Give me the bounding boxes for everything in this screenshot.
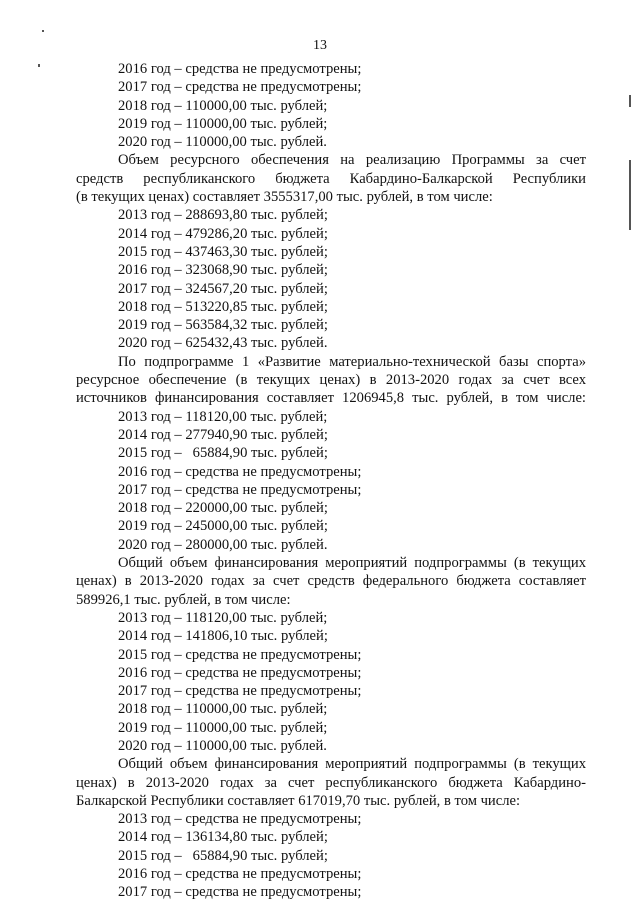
text-line: 2019 год – 110000,00 тыс. рублей; xyxy=(118,719,328,736)
text-line: 2014 год – 479286,20 тыс. рублей; xyxy=(118,225,328,242)
text-line: 2015 год – 437463,30 тыс. рублей; xyxy=(118,243,328,260)
scan-speck xyxy=(42,30,44,32)
text-line: 2020 год – 110000,00 тыс. рублей. xyxy=(118,134,327,151)
text-line: 2014 год – 141806,10 тыс. рублей; xyxy=(118,628,328,645)
text-line: 2014 год – 277940,90 тыс. рублей; xyxy=(118,426,328,443)
text-line: 2017 год – средства не предусмотрены; xyxy=(118,481,362,498)
text-line: 2016 год – средства не предусмотрены; xyxy=(118,866,362,883)
document-body xyxy=(76,60,586,902)
paragraph-line: средств республиканского бюджета Кабардино-Балкарской Республики xyxy=(76,170,586,187)
paragraph-first-line: Общий объем финансирования мероприятий подпрограммы (в текущих xyxy=(118,555,586,572)
paragraph-line: ресурсное обеспечение (в текущих ценах) в 2013-2020 годах за счет всех xyxy=(76,372,586,389)
text-line: 2013 год – 288693,80 тыс. рублей; xyxy=(118,207,328,224)
text-line: 2018 год – 220000,00 тыс. рублей; xyxy=(118,500,328,517)
text-line: 2017 год – средства не предусмотрены; xyxy=(118,79,362,96)
text-line: 2013 год – 118120,00 тыс. рублей; xyxy=(118,609,328,626)
text-line: 2019 год – 110000,00 тыс. рублей; xyxy=(118,115,328,132)
paragraph-line: ценах) в 2013-2020 годах за счет республиканского бюджета Кабардино- xyxy=(76,774,586,791)
text-line: 2018 год – 110000,00 тыс. рублей; xyxy=(118,701,328,718)
text-line: 2018 год – 513220,85 тыс. рублей; xyxy=(118,298,328,315)
text-line: 2020 год – 280000,00 тыс. рублей. xyxy=(118,536,328,553)
text-line: 2018 год – 110000,00 тыс. рублей; xyxy=(118,97,328,114)
text-line: 2013 год – 118120,00 тыс. рублей; xyxy=(118,408,328,425)
paragraph-line: Балкарской Республики составляет 617019,70 тыс. рублей, в том числе: xyxy=(76,792,521,809)
text-line: 2019 год – 245000,00 тыс. рублей; xyxy=(118,518,328,535)
scan-edge-mark xyxy=(629,160,631,230)
text-line: 2016 год – средства не предусмотрены; xyxy=(118,61,362,77)
paragraph-first-line: Объем ресурсного обеспечения на реализацию Программы за счет xyxy=(118,152,586,169)
paragraph-line: источников финансирования составляет 1206945,8 тыс. рублей, в том числе: xyxy=(76,390,586,407)
text-line: 2015 год – средства не предусмотрены; xyxy=(118,646,362,663)
text-line: 2020 год – 110000,00 тыс. рублей. xyxy=(118,737,327,754)
text-line: 2017 год – средства не предусмотрены; xyxy=(118,683,362,700)
scan-speck xyxy=(38,64,40,67)
paragraph-line: ценах) в 2013-2020 годах за счет средств федерального бюджета составляет xyxy=(76,573,586,590)
text-line: 2016 год – 323068,90 тыс. рублей; xyxy=(118,262,328,279)
text-line: 2014 год – 136134,80 тыс. рублей; xyxy=(118,829,328,846)
text-line: 2015 год – 65884,90 тыс. рублей; xyxy=(118,445,328,462)
text-line: 2016 год – средства не предусмотрены; xyxy=(118,463,362,480)
text-line: 2017 год – средства не предусмотрены; xyxy=(118,884,362,901)
text-line: 2013 год – средства не предусмотрены; xyxy=(118,811,362,828)
paragraph-line: 589926,1 тыс. рублей, в том числе: xyxy=(76,591,291,608)
paragraph-line: (в текущих ценах) составляет 3555317,00 тыс. рублей, в том числе: xyxy=(76,189,493,206)
text-line: 2020 год – 625432,43 тыс. рублей. xyxy=(118,335,328,352)
paragraph-first-line: Общий объем финансирования мероприятий подпрограммы (в текущих xyxy=(118,756,586,773)
text-line: 2015 год – 65884,90 тыс. рублей; xyxy=(118,847,328,864)
scan-edge-mark xyxy=(629,95,631,107)
page-number: 13 xyxy=(313,38,327,53)
paragraph-first-line: По подпрограмме 1 «Развитие материально-технической базы спорта» xyxy=(118,353,586,370)
text-line: 2019 год – 563584,32 тыс. рублей; xyxy=(118,317,328,334)
text-line: 2017 год – 324567,20 тыс. рублей; xyxy=(118,280,328,297)
text-line: 2016 год – средства не предусмотрены; xyxy=(118,664,362,681)
